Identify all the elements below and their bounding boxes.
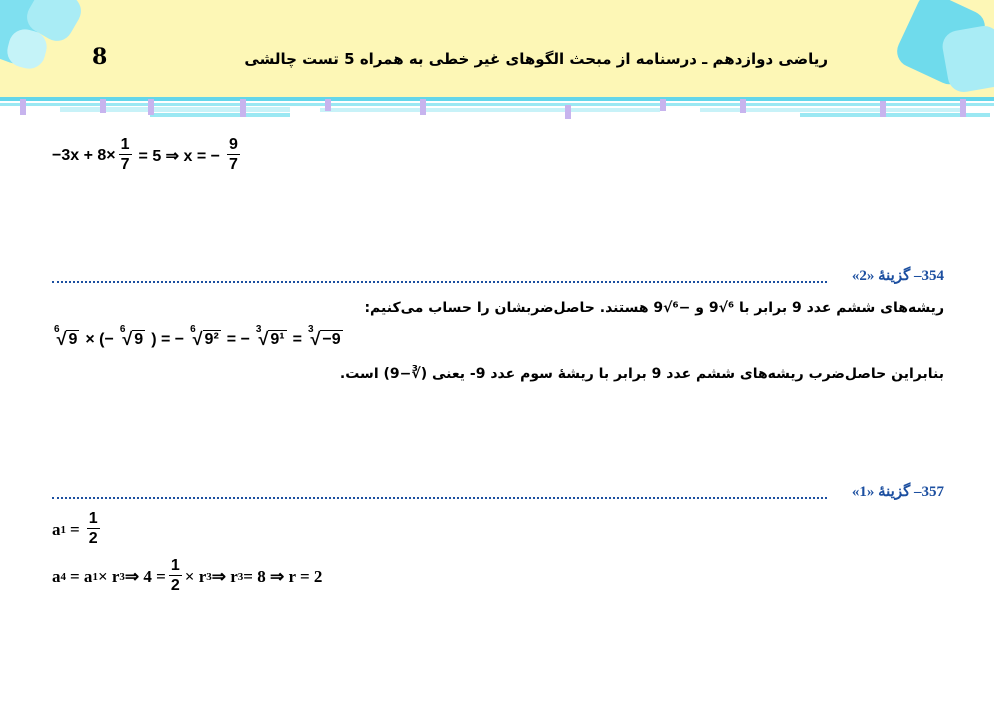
fraction [227,136,240,175]
solution-line-1: ریشه‌های ششم عدد 9 برابر با ⁶√9 و −⁶√9 هستند. حاصل‌ضربشان را حساب می‌کنیم: [364,300,944,316]
question-heading-354: 354– گزینهٔ «2» [851,268,944,284]
solution-line-2: بنابراین حاصل‌ضرب ریشه‌های ششم عدد 9 برابر با ریشهٔ سوم عدد 9- یعنی (∛−9) است. [339,366,944,382]
fraction [169,557,182,596]
operator: = − [226,330,250,348]
equation-a1: a 1 = $\frac{1}{2}$ [52,510,98,547]
question-heading-357: 357– گزینهٔ «1» [851,484,944,500]
radical: 6 √ 9² [190,324,219,349]
radical: 3 √ −9 [307,324,341,349]
radical: 3 √ 9¹ [255,324,285,349]
fraction [119,136,132,175]
fraction [87,510,100,549]
fraction-numerator: 1 [170,557,180,574]
operator: = [292,330,302,348]
page-number: 8 [92,44,108,70]
page-title: ریاضی دوازدهم ـ درسنامه از مبحث الگوهای غیر خطی به همراه 5 تست چالشی [244,50,828,68]
radical: 6 √ 9 [119,324,144,349]
radical: 6 √ 9 [54,324,78,349]
fraction-denominator: 2 [88,530,98,547]
fraction-numerator: 1 [120,136,130,153]
header-stripes [0,97,994,121]
equation-a4: a 4 = a 1 × r 3 ⇒ 4 = $\frac{1}{2}$ × r 3 ⇒ r 3 = 8 ⇒ r = 2 [52,557,323,594]
fraction-denominator: 7 [229,156,238,173]
fraction-numerator: 1 [88,510,98,527]
equation-x [52,136,243,175]
fraction-numerator: 9 [229,136,238,153]
root-product-equation [52,324,345,349]
operator: ) = − [151,330,185,348]
divider-dotted [52,281,827,283]
equation-lhs: −3x + 8× [52,146,116,164]
divider-dotted [52,497,827,499]
operator: × (− [85,330,114,348]
fraction-denominator: 7 [120,156,130,173]
fraction-denominator: 2 [170,577,180,594]
page-header [0,0,994,100]
equation-middle: = 5 ⇒ x = − [138,147,220,165]
